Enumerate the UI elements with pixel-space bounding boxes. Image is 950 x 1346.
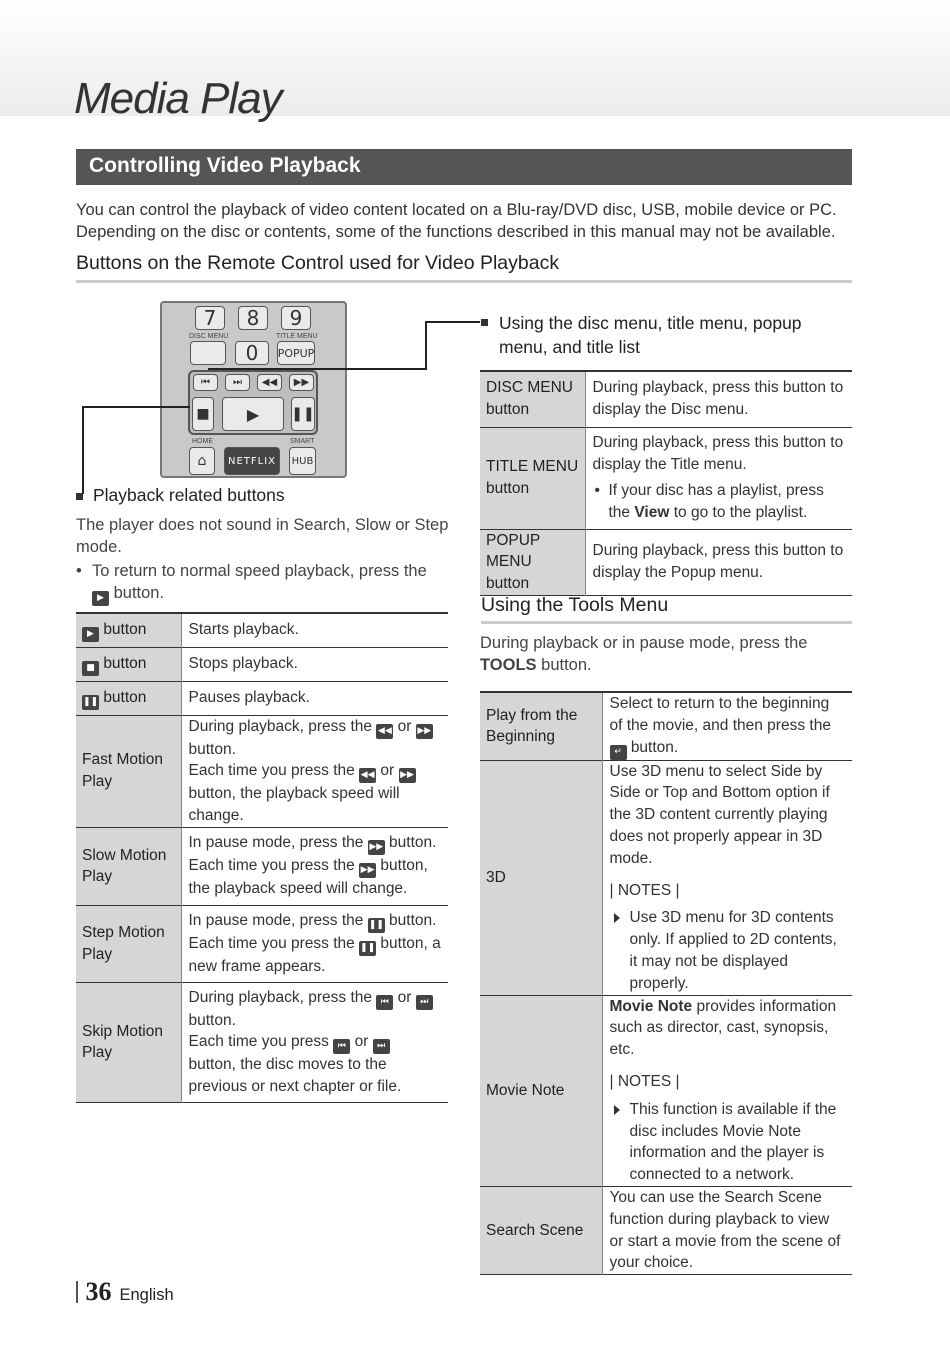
table-row: ■ button Stops playback. <box>76 647 448 681</box>
table-row: TITLE MENU button During playback, press this button to display the Title menu. • If your disc has a playlist, press the View to go to the playlist. <box>480 427 852 529</box>
triangle-bullet-icon <box>614 1105 620 1115</box>
digit-9-button: 9 <box>281 306 311 330</box>
play-icon: ▶ <box>222 397 284 431</box>
notes-label: | NOTES | <box>609 881 680 899</box>
connector-line <box>82 406 190 408</box>
title-menu-label: TITLE MENU <box>276 333 318 340</box>
page-footer <box>76 1277 174 1307</box>
rewind-icon: ◀◀ <box>257 374 282 391</box>
hub-button: HUB <box>289 447 316 475</box>
triangle-bullet-icon <box>614 913 620 923</box>
popup-button: POPUP <box>277 341 315 365</box>
skip-back-icon: ⏮ <box>333 1039 350 1054</box>
playback-buttons-table <box>76 612 448 1103</box>
skip-back-icon: ⏮ <box>193 374 218 391</box>
rewind-icon: ◀◀ <box>359 768 376 783</box>
table-row: Slow Motion Play In pause mode, press the ▶▶ button. Each time you press the ▶▶ button, the playback speed will change. <box>76 827 448 905</box>
table-row: Skip Motion Play During playback, press the ⏮ or ⏭ button. Each time you press ⏮ or ⏭ button, the disc moves to the previous or next chapter or file. <box>76 982 448 1102</box>
connector-line <box>208 368 426 370</box>
disc-menu-button <box>190 341 226 365</box>
fast-forward-icon: ▶▶ <box>399 768 416 783</box>
play-icon: ▶ <box>92 591 109 606</box>
bullet-dot-icon: • <box>76 562 82 580</box>
square-bullet-icon <box>76 493 83 500</box>
stop-icon: ■ <box>82 661 99 676</box>
home-icon: ⌂ <box>189 447 215 475</box>
stop-icon: ■ <box>192 397 214 431</box>
table-row: ▶ button Starts playback. <box>76 613 448 647</box>
pause-icon: ❚❚ <box>82 695 99 710</box>
table-row: Movie Note Movie Note provides information such as director, cast, synopsis, etc. | NOTES | This function is available if the disc includes Movie Note information and the player is connected to a network. <box>480 995 852 1186</box>
intro-text: You can control the playback of video content located on a Blu-ray/DVD disc, USB, mobile device or PC. Depending on the disc or contents, some of the functions described in this manual may not be available. <box>76 201 837 241</box>
fast-forward-icon: ▶▶ <box>416 724 433 739</box>
notes-label: | NOTES | <box>609 1072 680 1090</box>
rewind-icon: ◀◀ <box>376 724 393 739</box>
remote-control-illustration <box>160 301 347 478</box>
digit-8-button: 8 <box>238 306 268 330</box>
fast-forward-icon: ▶▶ <box>368 840 385 855</box>
netflix-button: NETFLIX <box>224 447 280 475</box>
footer-divider <box>76 1281 78 1303</box>
smart-label: SMART <box>290 438 315 445</box>
pause-icon: ❚❚ <box>368 918 385 933</box>
playback-bullet: • To return to normal speed playback, press the ▶ button. <box>76 560 456 606</box>
table-row: Search Scene You can use the Search Scene function during playback to view or start a movie from the scene of your choice. <box>480 1186 852 1274</box>
enter-icon: ↵ <box>610 745 627 760</box>
tools-heading: Using the Tools Menu <box>481 594 852 624</box>
buttons-heading: Buttons on the Remote Control used for Video Playback <box>76 252 852 283</box>
page-title: Media Play <box>74 74 282 123</box>
skip-back-icon: ⏮ <box>376 995 393 1010</box>
connector-line <box>82 406 84 494</box>
fast-forward-icon: ▶▶ <box>359 863 376 878</box>
bullet-dot-icon: • <box>594 482 600 499</box>
playback-note: The player does not sound in Search, Slow or Step mode. <box>76 516 449 556</box>
skip-forward-icon: ⏭ <box>416 995 433 1010</box>
skip-forward-icon: ⏭ <box>225 374 250 391</box>
digit-0-button: 0 <box>235 341 269 365</box>
table-row: DISC MENU button During playback, press this button to display the Disc menu. <box>480 371 852 427</box>
fast-forward-icon: ▶▶ <box>289 374 314 391</box>
home-label: HOME <box>192 438 213 445</box>
play-icon: ▶ <box>82 627 99 642</box>
table-row: Play from the Beginning Select to return to the beginning of the movie, and then press the ↵ button. <box>480 692 852 760</box>
section-title: Controlling Video Playback <box>76 149 852 185</box>
table-row: ❚❚ button Pauses playback. <box>76 681 448 715</box>
table-row: Step Motion Play In pause mode, press the ❚❚ button. Each time you press the ❚❚ button, a new frame appears. <box>76 905 448 982</box>
disc-menu-label: DISC MENU <box>189 333 229 340</box>
digit-7-button: 7 <box>195 306 225 330</box>
playback-heading: Playback related buttons <box>76 485 285 506</box>
square-bullet-icon <box>481 319 488 326</box>
tools-menu-table <box>480 691 852 1275</box>
connector-line <box>425 321 480 323</box>
disc-menu-heading: Using the disc menu, title menu, popup menu, and title list <box>481 311 852 359</box>
tools-intro: During playback or in pause mode, press the TOOLS button. <box>480 634 808 674</box>
connector-line <box>425 321 427 370</box>
page-number: 36 <box>85 1277 112 1306</box>
skip-forward-icon: ⏭ <box>373 1039 390 1054</box>
pause-icon: ❚❚ <box>291 397 315 431</box>
footer-language: English <box>119 1286 174 1304</box>
disc-menu-table <box>480 370 852 596</box>
playback-button-group <box>188 370 318 435</box>
pause-icon: ❚❚ <box>359 941 376 956</box>
table-row: POPUP MENU button During playback, press this button to display the Popup menu. <box>480 529 852 595</box>
table-row: Fast Motion Play During playback, press the ◀◀ or ▶▶ button. Each time you press the ◀◀ or ▶▶ button, the playback speed will change. <box>76 715 448 827</box>
table-row: 3D Use 3D menu to select Side by Side or Top and Bottom option if the 3D content currently playing does not properly appear in 3D mode. | NOTES | Use 3D menu for 3D contents only. If applied to 2D contents, it may not be displayed properly. <box>480 760 852 995</box>
